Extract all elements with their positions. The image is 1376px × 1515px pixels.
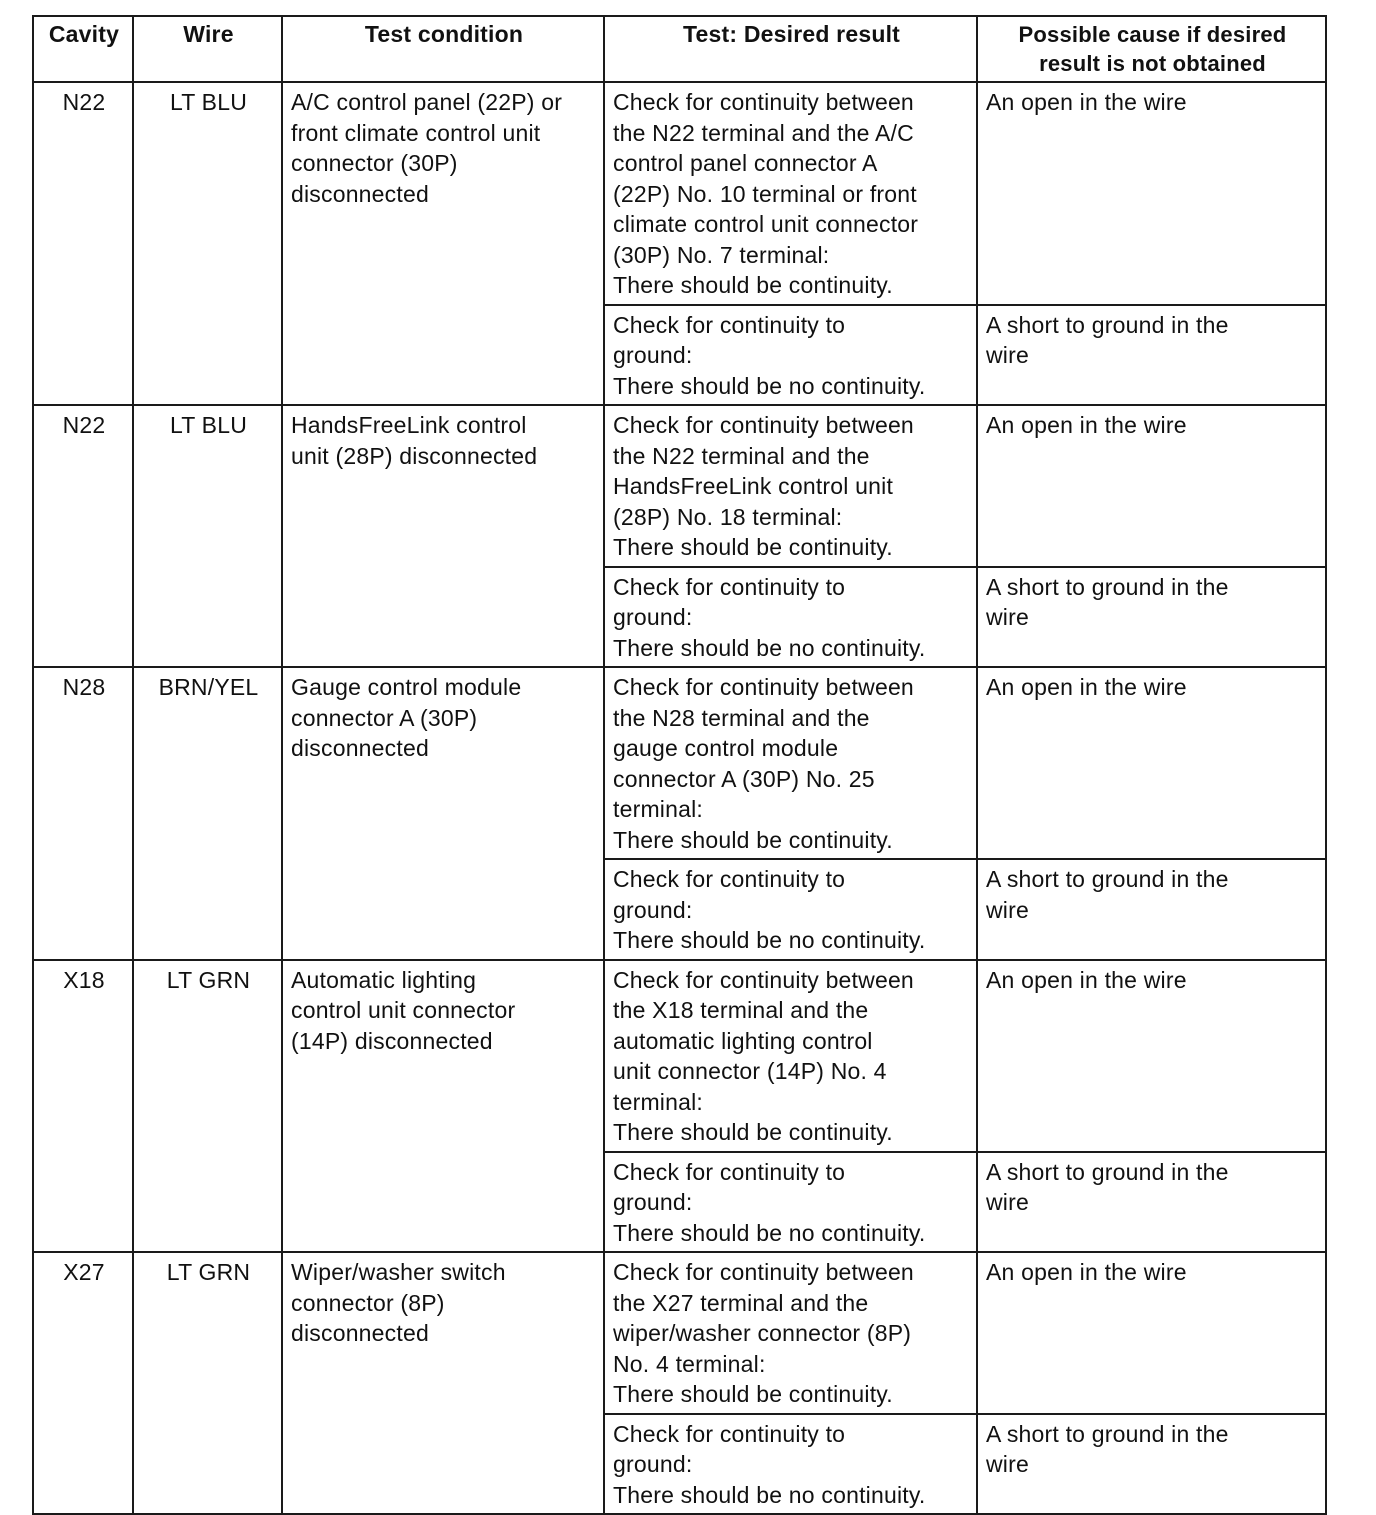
wire-cell: BRN/YEL [133, 667, 282, 960]
possible-cause-cell: An open in the wire [977, 82, 1326, 305]
header-cavity: Cavity [33, 16, 133, 82]
possible-cause-cell: A short to ground in the wire [977, 567, 1326, 668]
table-row [33, 667, 1326, 859]
wire-cell: LT BLU [133, 405, 282, 667]
cavity-cell: N28 [33, 667, 133, 960]
possible-cause-cell: An open in the wire [977, 405, 1326, 567]
possible-cause-cell: A short to ground in the wire [977, 859, 1326, 960]
test-condition-cell: Gauge control module connector A (30P) disconnected [282, 667, 604, 960]
possible-cause-cell: An open in the wire [977, 1252, 1326, 1414]
desired-result-cell: Check for continuity between the N22 terminal and the A/C control panel connector A (22P) No. 10 terminal or front climate control unit connector (30P) No. 7 terminal: There should be continuity. [604, 82, 977, 305]
desired-result-cell: Check for continuity to ground: There should be no continuity. [604, 1414, 977, 1515]
desired-result-cell: Check for continuity between the X27 terminal and the wiper/washer connector (8P) No. 4 terminal: There should be continuity. [604, 1252, 977, 1414]
wire-cell: LT GRN [133, 960, 282, 1253]
desired-result-cell: Check for continuity to ground: There should be no continuity. [604, 305, 977, 406]
desired-result-cell: Check for continuity between the N22 terminal and the HandsFreeLink control unit (28P) No. 18 terminal: There should be continuity. [604, 405, 977, 567]
possible-cause-cell: A short to ground in the wire [977, 1152, 1326, 1253]
header-possible-cause: Possible cause if desired result is not obtained [977, 16, 1326, 82]
table-row [33, 405, 1326, 567]
document-sheet [32, 15, 1325, 1515]
wire-cell: LT BLU [133, 82, 282, 405]
cavity-cell: X18 [33, 960, 133, 1253]
table-row [33, 1252, 1326, 1414]
table-row [33, 82, 1326, 305]
wire-cell: LT GRN [133, 1252, 282, 1514]
possible-cause-cell: An open in the wire [977, 667, 1326, 859]
test-condition-cell: Wiper/washer switch connector (8P) disconnected [282, 1252, 604, 1514]
cavity-cell: X27 [33, 1252, 133, 1514]
possible-cause-cell: A short to ground in the wire [977, 305, 1326, 406]
table-row [33, 960, 1326, 1152]
possible-cause-cell: A short to ground in the wire [977, 1414, 1326, 1515]
possible-cause-cell: An open in the wire [977, 960, 1326, 1152]
header-wire: Wire [133, 16, 282, 82]
header-test-condition: Test condition [282, 16, 604, 82]
desired-result-cell: Check for continuity between the N28 terminal and the gauge control module connector A (30P) No. 25 terminal: There should be continuity. [604, 667, 977, 859]
desired-result-cell: Check for continuity to ground: There should be no continuity. [604, 859, 977, 960]
test-condition-cell: A/C control panel (22P) or front climate control unit connector (30P) disconnected [282, 82, 604, 405]
cavity-cell: N22 [33, 82, 133, 405]
desired-result-cell: Check for continuity between the X18 terminal and the automatic lighting control unit connector (14P) No. 4 terminal: There should be continuity. [604, 960, 977, 1152]
desired-result-cell: Check for continuity to ground: There should be no continuity. [604, 1152, 977, 1253]
test-condition-cell: Automatic lighting control unit connector (14P) disconnected [282, 960, 604, 1253]
cavity-cell: N22 [33, 405, 133, 667]
table-body [33, 82, 1326, 1514]
test-condition-cell: HandsFreeLink control unit (28P) disconnected [282, 405, 604, 667]
header-desired-result: Test: Desired result [604, 16, 977, 82]
desired-result-cell: Check for continuity to ground: There should be no continuity. [604, 567, 977, 668]
terminal-test-table [32, 15, 1327, 1515]
header-row [33, 16, 1326, 82]
